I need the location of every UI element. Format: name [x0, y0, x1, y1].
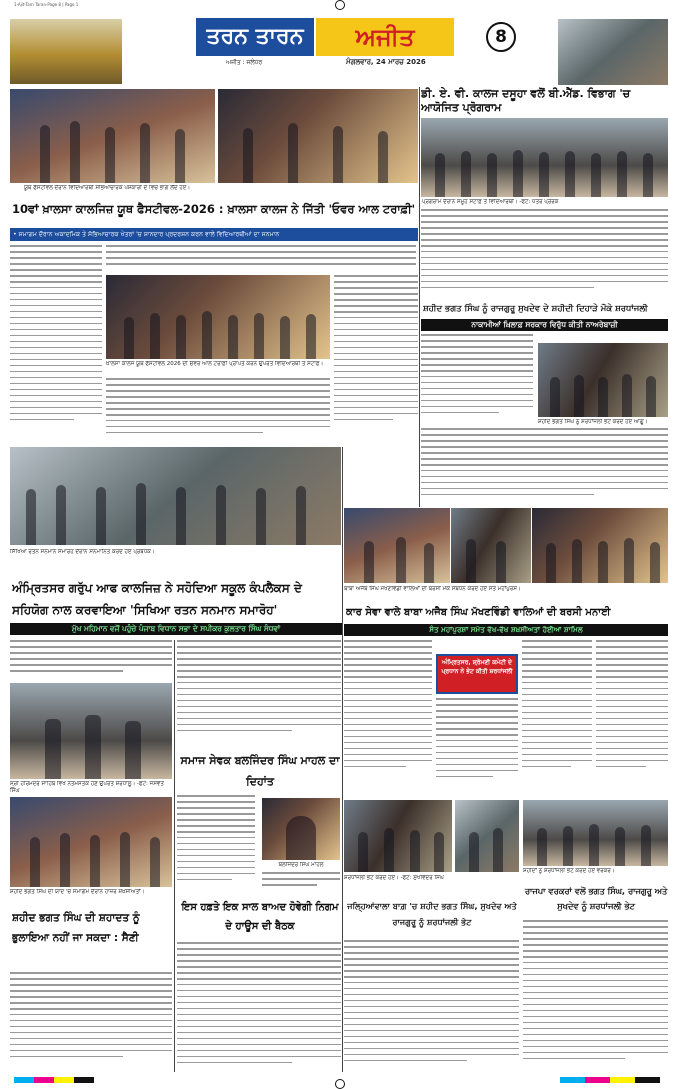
color-strip — [14, 1077, 34, 1083]
dav-caption: ਪ੍ਰੋਗਰਾਮ ਦੌਰਾਨ ਸਮੂਹ ਸਟਾਫ਼ ਤੇ ਵਿਦਿਆਰਥੀ। -ਫੋਟੋ: ਪੱਤਰ ਪ੍ਰੇਰਕ — [422, 199, 559, 205]
jallianwala-caption: ਸ਼ਰਧਾਂਜਲੀ ਭੇਟ ਕਰਦੇ ਹੋਏ। -ਫੋਟੋ: ਸੁਖਵਿੰਦਰ ਸਿੰਘ — [344, 875, 444, 881]
dav-body — [421, 209, 668, 303]
masthead-date: ਮੰਗਲਵਾਰ, 24 ਮਾਰਚ 2026 — [346, 58, 426, 66]
masthead-title-right: ਅਜੀਤ — [316, 18, 454, 56]
khalsa-dance-photo-right — [218, 89, 418, 183]
baba-headline: ਕਾਰ ਸੇਵਾ ਵਾਲੇ ਬਾਬਾ ਅਜੈਬ ਸਿੰਘ ਮੱਖਣਵਿੰਡੀ ਵਾਲਿਆਂ ਦੀ ਬਰਸੀ ਮਨਾਈ — [346, 607, 611, 618]
baba-stage-photo-right — [532, 508, 668, 583]
jallianwala-photo-right — [455, 800, 519, 872]
shaheed-body-left — [421, 334, 533, 426]
khalsa-body-top-cols — [106, 245, 416, 273]
amritsar-caption: ਸਿੱਖਿਆ ਰਤਨ ਸਨਮਾਨ ਸਮਾਰੋਹ ਦੌਰਾਨ ਸਨਮਾਨਿਤ ਕਰਦੇ ਹੋਏ ਪ੍ਰਬੰਧਕ। — [10, 549, 155, 555]
amritsar-body-right — [177, 640, 341, 746]
rajpa-headline: ਰਾਜਪਾ ਵਰਕਰਾਂ ਵਲੋਂ ਭਗਤ ਸਿੰਘ, ਰਾਜਗੁਰੂ ਅਤੇ ਸੁਖਦੇਵ ਨੂੰ ਸ਼ਰਧਾਂਜਲੀ ਭੇਟ — [524, 886, 668, 911]
dav-gate-masthead-photo — [558, 19, 668, 85]
rajpa-photo — [523, 800, 668, 866]
baba-subhead: ਸੰਤ ਮਹਾਂਪੁਰਸ਼ਾਂ ਸਮੇਤ ਵੱਖ-ਵੱਖ ਸ਼ਖ਼ਸੀਅਤਾਂ ਹੋਈਆਂ ਸ਼ਾਮਿਲ — [344, 624, 668, 636]
baba-badge-text: ਅੰਮ੍ਰਿਤਸਰ, ਸ਼੍ਰੋਮਣੀ ਕਮੇਟੀ ਦੇ ਪ੍ਰਧਾਨ ਨੇ ਭੇਟ ਕੀਤੀ ਸ਼ਰਧਾਂਜਲੀ — [441, 659, 513, 675]
print-info: 1-Ajit-Tarn Taran-Page 8 | Page 1 — [14, 2, 79, 7]
amritsar-headline: ਅੰਮ੍ਰਿਤਸਰ ਗਰੁੱਪ ਆਫ ਕਾਲਜਿਜ਼ ਨੇ ਸਹੋਦਿਆ ਸਕੂਲ ਕੰਪਲੈਕਸ ਦੇ ਸਹਿਯੋਗ ਨਾਲ ਕਰਵਾਇਆ 'ਸਿਖਿਆ ਰਤਨ ਸਨਮਾਨ ਸਮਾਰੋਹ' — [12, 581, 302, 617]
dav-group-photo — [421, 118, 668, 197]
masthead — [196, 18, 454, 68]
rajpa-body — [523, 920, 668, 1072]
dav-headline: ਡੀ. ਏ. ਵੀ. ਕਾਲਜ ਦਸੂਹਾ ਵਲੋਂ ਬੀ.ਐੱਡ. ਵਿਭਾਗ 'ਚ ਆਯੋਜਿਤ ਪ੍ਰੋਗਰਾਮ — [421, 87, 631, 114]
khalsa-body-col1 — [10, 245, 102, 440]
baba-badge — [436, 654, 518, 694]
samaj-body-left — [177, 795, 255, 895]
baba-body-col1 — [344, 640, 432, 790]
jallianwala-photo-left — [344, 800, 452, 872]
jallianwala-headline: ਜਲ੍ਹਿਆਂਵਾਲਾ ਬਾਗ਼ 'ਚ ਸ਼ਹੀਦ ਭਗਤ ਸਿੰਘ, ਸੁਖਦੇਵ ਅਤੇ ਰਾਜਗੁਰੂ ਨੂੰ ਸ਼ਰਧਾਂਜਲੀ ਭੇਟ — [347, 901, 517, 927]
shaheed-body-bottom — [421, 428, 668, 506]
shaheed-photo — [538, 343, 668, 417]
khalsa-strap: • ਸਮਾਗਮ ਦੌਰਾਨ ਅਕਾਦਮਿਕ ਤੇ ਸੱਭਿਆਚਾਰਕ ਖੇਤਰਾਂ 'ਚ ਸ਼ਾਨਦਾਰ ਪ੍ਰਦਰਸ਼ਨ ਕਰਨ ਵਾਲੇ ਵਿਦਿਆਰਥੀਆਂ ਦਾ ਸਨਮਾਨ — [10, 228, 418, 241]
golden-temple-masthead-photo — [10, 19, 122, 84]
registration-mark-bottom — [335, 1079, 345, 1089]
shaheed-caption: ਸ਼ਹੀਦ ਭਗਤ ਸਿੰਘ ਨੂੰ ਸ਼ਰਧਾਂਜਲੀ ਭੇਟ ਕਰਦੇ ਹੋਏ ਆਗੂ। — [538, 419, 648, 425]
khalsa-body-col-right — [334, 275, 418, 440]
shaheed-headline: ਸ਼ਹੀਦ ਭਗਤ ਸਿੰਘ ਨੂੰ ਰਾਜਗੁਰੂ ਸੁਖਦੇਵ ਦੇ ਸ਼ਹੀਦੀ ਦਿਹਾੜੇ ਮੌਕੇ ਸ਼ਰਧਾਂਜਲੀ — [423, 304, 648, 314]
khalsa-photo-caption: ਯੂਥ ਫੈਸਟੀਵਲ ਦੌਰਾਨ ਵਿਦਿਆਰਥੀ ਸਭਿਆਚਾਰਕ ਪੇਸ਼ਕਾਰੀ ਦੇ ਵਿਚ ਭਾਗ ਲੈਂਦੇ ਹੋਏ। — [24, 185, 191, 191]
masthead-place: ਅਜੀਤ : ਜਲੰਧਰ — [226, 59, 263, 66]
color-strip-yellow — [54, 1077, 74, 1083]
baba-body-col4 — [596, 640, 668, 790]
shaheed-bhagat-body — [10, 972, 172, 1072]
samaj-portrait-photo — [262, 798, 340, 860]
nigam-headline: ਇਸ ਹਫ਼ਤੇ ਇਕ ਸਾਲ ਬਾਅਦ ਹੋਵੇਗੀ ਨਿਗਮ ਦੇ ਹਾਊਸ ਦੀ ਬੈਠਕ — [181, 902, 339, 932]
color-strip-magenta — [34, 1077, 54, 1083]
column-rule-2 — [342, 447, 343, 1072]
samaj-body-right — [262, 872, 340, 894]
masthead-title-left: ਤਰਨ ਤਾਰਨ — [196, 18, 314, 56]
baba-body-col3 — [522, 640, 592, 790]
khalsa-trophy-photo — [106, 275, 330, 359]
color-strip-black — [74, 1077, 94, 1083]
baba-stage-photo-left — [344, 508, 450, 583]
golden-temple-visitors-photo — [10, 683, 172, 779]
khalsa-headline: 10ਵਾਂ ਖ਼ਾਲਸਾ ਕਾਲਜਿਜ਼ ਯੂਥ ਫੈਸਟੀਵਲ-2026 : ਖ਼ਾਲਸਾ ਕਾਲਜ ਨੇ ਜਿੱਤੀ 'ਓਵਰ ਆਲ ਟਰਾਫ਼ੀ' — [12, 202, 416, 216]
samaj-headline: ਸਮਾਜ ਸੇਵਕ ਬਲਜਿੰਦਰ ਸਿੰਘ ਮਾਹਲ ਦਾ ਦਿਹਾਂਤ — [180, 754, 340, 788]
golden-caption: ਸ੍ਰੀ ਹਰਿਮੰਦਰ ਸਾਹਿਬ ਵਿਖੇ ਨਤਮਸਤਕ ਹੋਣ ਉਪਰੰਤ ਸ਼ਰਧਾਲੂ। -ਫੋਟੋ: ਜਸਵੰਤ ਸਿੰਘ — [10, 781, 164, 794]
baba-caption: ਬਾਬਾ ਅਜੈਬ ਸਿੰਘ ਮੱਖਣਵਿੰਡੀ ਵਾਲਿਆਂ ਦੀ ਬਰਸੀ ਮੌਕੇ ਸੰਬੋਧਨ ਕਰਦੇ ਹੋਏ ਸੰਤ ਮਹਾਂਪੁਰਸ਼। — [344, 586, 521, 592]
baba-stage-photo-mid — [451, 508, 531, 583]
khalsa-body-lower — [106, 378, 330, 440]
column-rule-1 — [419, 87, 420, 507]
rajpa-caption: ਸ਼ਹੀਦਾਂ ਨੂੰ ਸ਼ਰਧਾਂਜਲੀ ਭੇਟ ਕਰਦੇ ਹੋਏ ਵਰਕਰ। — [523, 868, 615, 874]
khalsa-dance-photo-left — [10, 89, 215, 183]
amritsar-subhead: ਮੁੱਖ ਮਹਿਮਾਨ ਵਜੋਂ ਪਹੁੰਚੇ ਪੰਜਾਬ ਵਿਧਾਨ ਸਭਾ ਦੇ ਸਪੀਕਰ ਕੁਲਤਾਰ ਸਿੰਘ ਸੰਧਵਾਂ — [10, 623, 342, 635]
shaheed-bhagat-headline: ਸ਼ਹੀਦ ਭਗਤ ਸਿੰਘ ਦੀ ਸ਼ਹਾਦਤ ਨੂੰ ਭੁਲਾਇਆ ਨਹੀਂ ਜਾ ਸਕਦਾ : ਸੈਣੀ — [12, 912, 140, 944]
jallianwala-body — [344, 940, 519, 1072]
registration-mark-top — [335, 0, 345, 10]
shaheed-bhagat-photo — [10, 797, 172, 887]
khalsa-inner-caption: ਖ਼ਾਲਸਾ ਕਾਲਜ ਯੂਥ ਫੈਸਟੀਵਲ 2026 ਦੀ ਓਵਰ ਆਲ ਟਰਾਫ਼ੀ ਪ੍ਰਾਪਤ ਕਰਨ ਉਪਰੰਤ ਵਿਦਿਆਰਥੀ ਤੇ ਸਟਾਫ਼। — [106, 361, 324, 367]
page-number: 8 — [486, 22, 516, 52]
column-rule-3 — [174, 640, 175, 1072]
baba-body-col2 — [436, 698, 518, 790]
nigam-body — [177, 942, 341, 1072]
samaj-caption: ਬਲਜਿੰਦਰ ਸਿੰਘ ਮਾਹਲ — [278, 862, 324, 868]
shaheed-subhead: ਨਾਕਾਮੀਆਂ ਖ਼ਿਲਾਫ਼ ਸਰਕਾਰ ਵਿਰੁੱਧ ਕੀਤੀ ਨਾਅਰੇਬਾਜ਼ੀ — [421, 319, 668, 331]
amritsar-body — [10, 640, 172, 680]
amritsar-award-photo — [10, 447, 341, 545]
shaheed-bhagat-caption: ਸ਼ਹੀਦ ਭਗਤ ਸਿੰਘ ਦੀ ਯਾਦ 'ਚ ਸਮਾਗਮ ਦੌਰਾਨ ਹਾਜ਼ਰ ਸ਼ਖ਼ਸੀਅਤਾਂ। — [10, 889, 145, 895]
color-strip-right — [560, 1077, 660, 1083]
